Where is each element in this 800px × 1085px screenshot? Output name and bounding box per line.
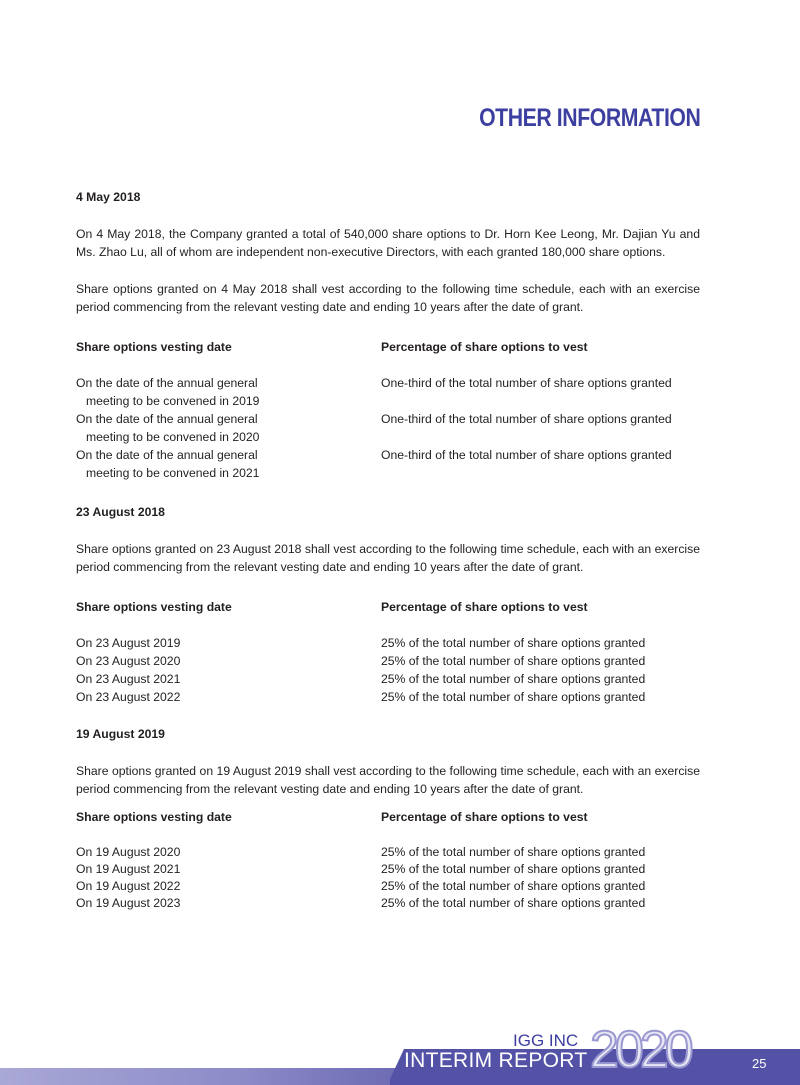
vesting-table — [76, 809, 700, 912]
column-header: Percentage of share options to vest — [381, 600, 588, 614]
vesting-percentage: 25% of the total number of share options granted — [381, 879, 646, 893]
vesting-date-cont: meeting to be convened in 2021 — [86, 466, 260, 480]
vesting-date: On 23 August 2021 — [76, 672, 181, 686]
table-row — [76, 844, 700, 861]
vesting-date: On 23 August 2020 — [76, 654, 181, 668]
vesting-date: On 19 August 2021 — [76, 862, 181, 876]
vesting-date: On the date of the annual general — [76, 448, 258, 462]
table-row — [76, 446, 700, 482]
paragraph: On 4 May 2018, the Company granted a total of 540,000 share options to Dr. Horn Kee Leong, Mr. Dajian Yu and Ms. Zhao Lu, all of whom are independent non-executive Directors, with each granted 180,000 share options. — [76, 227, 700, 259]
table-row — [76, 410, 700, 446]
table-header — [76, 338, 700, 356]
company-name: IGG INC — [513, 1031, 579, 1050]
page-number: 25 — [752, 1056, 767, 1071]
vesting-date: On 23 August 2022 — [76, 690, 181, 704]
table-header — [76, 809, 700, 826]
vesting-percentage: 25% of the total number of share options granted — [381, 672, 646, 686]
column-header: Percentage of share options to vest — [381, 810, 588, 824]
vesting-percentage: One-third of the total number of share options granted — [381, 376, 672, 390]
vesting-percentage: 25% of the total number of share options granted — [381, 690, 646, 704]
table-row — [76, 374, 700, 410]
vesting-percentage: 25% of the total number of share options granted — [381, 845, 646, 859]
table-row — [76, 861, 700, 878]
report-year-logo: 2020 — [590, 1021, 690, 1079]
vesting-date: On 19 August 2023 — [76, 896, 181, 910]
section-heading: 19 August 2019 — [76, 727, 165, 741]
vesting-table — [76, 338, 700, 482]
vesting-percentage: 25% of the total number of share options granted — [381, 896, 646, 910]
table-row — [76, 652, 700, 670]
column-header: Share options vesting date — [76, 340, 232, 354]
paragraph: Share options granted on 4 May 2018 shall vest according to the following time schedule, each with an exercise period commencing from the relevant vesting date and ending 10 years after the date of grant. — [76, 282, 700, 314]
table-row — [76, 878, 700, 895]
column-header: Share options vesting date — [76, 600, 232, 614]
table-header — [76, 598, 700, 616]
table-row — [76, 688, 700, 706]
page-title: OTHER INFORMATION — [478, 104, 700, 132]
column-header: Share options vesting date — [76, 810, 232, 824]
vesting-date-cont: meeting to be convened in 2019 — [86, 394, 260, 408]
table-row — [76, 634, 700, 652]
vesting-percentage: One-third of the total number of share options granted — [381, 448, 672, 462]
vesting-date-cont: meeting to be convened in 2020 — [86, 430, 260, 444]
table-row — [76, 895, 700, 912]
vesting-percentage: One-third of the total number of share options granted — [381, 412, 672, 426]
table-row — [76, 670, 700, 688]
vesting-date: On 23 August 2019 — [76, 636, 181, 650]
section-heading: 4 May 2018 — [76, 190, 141, 204]
vesting-percentage: 25% of the total number of share options granted — [381, 862, 646, 876]
section-heading: 23 August 2018 — [76, 505, 165, 519]
vesting-percentage: 25% of the total number of share options granted — [381, 636, 646, 650]
vesting-date: On 19 August 2020 — [76, 845, 181, 859]
paragraph: Share options granted on 19 August 2019 shall vest according to the following time schedule, each with an exercise period commencing from the relevant vesting date and ending 10 years after the date of grant. — [76, 764, 700, 796]
vesting-table — [76, 598, 700, 706]
report-name: INTERIM REPORT — [404, 1049, 588, 1072]
paragraph: Share options granted on 23 August 2018 shall vest according to the following time schedule, each with an exercise period commencing from the relevant vesting date and ending 10 years after the date of grant. — [76, 542, 700, 574]
vesting-date: On 19 August 2022 — [76, 879, 181, 893]
vesting-date: On the date of the annual general — [76, 376, 258, 390]
vesting-percentage: 25% of the total number of share options granted — [381, 654, 646, 668]
column-header: Percentage of share options to vest — [381, 340, 588, 354]
vesting-date: On the date of the annual general — [76, 412, 258, 426]
